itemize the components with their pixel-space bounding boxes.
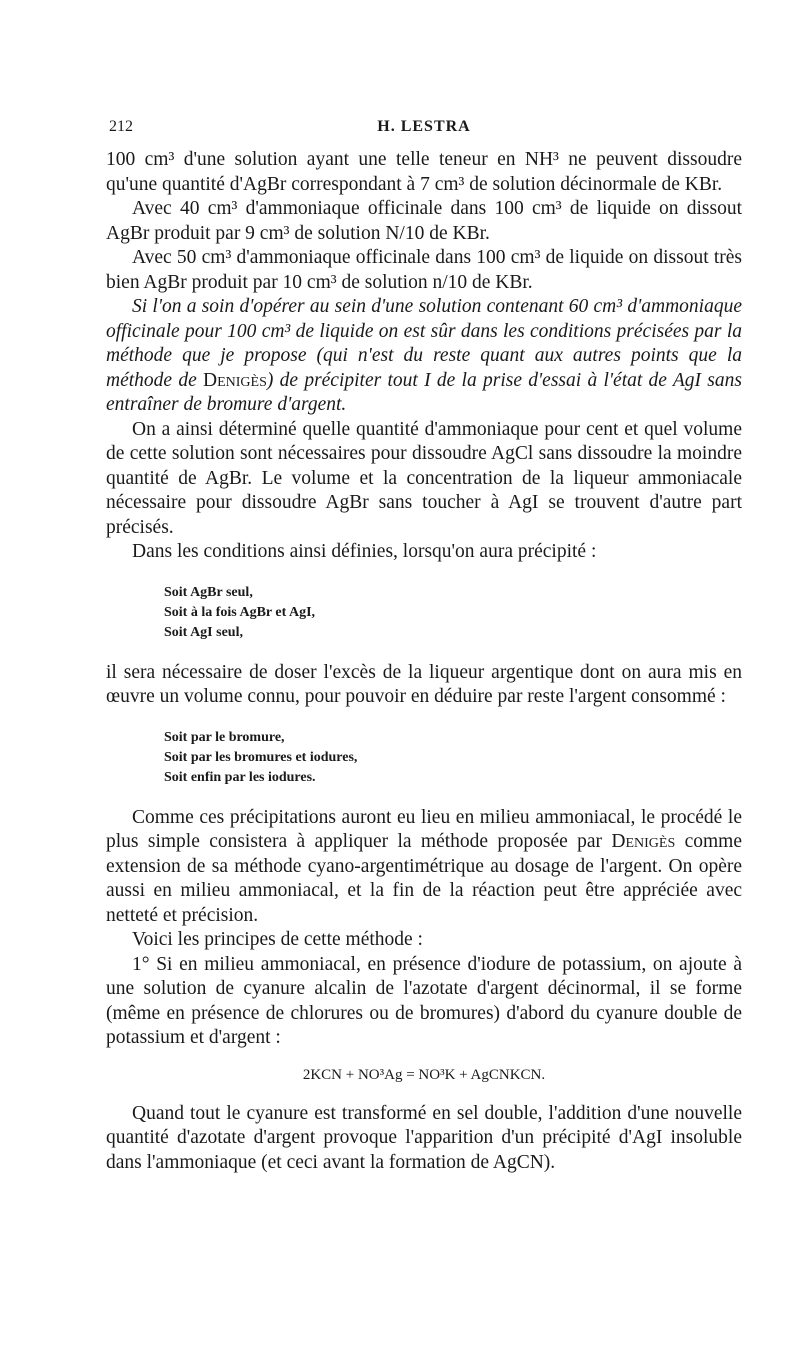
text-span: Comme ces précipitations auront eu lieu en milieu ammoniacal, le procédé le plus simple consistera à appliquer la méthode proposée par [106,806,742,852]
chemical-equation: 2KCN + NO³Ag = NO³K + AgCNKCN. [302,1066,546,1083]
author-name: Denigès [203,369,267,391]
list-item: Soit à la fois AgBr et AgI, [164,604,316,620]
text-span: ) de précipiter tout I de la prise d'essai à l'état de AgI sans entraîner de bromure d'argent. [106,369,742,415]
running-title: H. LESTRA [377,118,471,135]
paragraph: 1° Si en milieu ammoniacal, en présence d'iodure de potassium, on ajoute à une solution de cyanure alcalin de l'azotate d'argent décinormal, il se forme (même en présence de chlorures ou de bromures) d'abord du cyanure double de potassium et d'argent : [106,953,742,1048]
paragraph: 100 cm³ d'une solution ayant une telle teneur en NH³ ne peuvent dissoudre qu'une quantité d'AgBr correspondant à 7 cm³ de solution décinormale de KBr. [106,149,742,195]
paragraph: On a ainsi déterminé quelle quantité d'ammoniaque pour cent et quel volume de cette solution sont nécessaires pour dissoudre AgCl sans dissoudre la moindre quantité de AgBr. Le volume et la concentration de la liqueur ammoniacale nécessaire pour dissoudre AgBr sans toucher à AgI se trouvent d'autre part précisés. [106,418,742,538]
paragraph: Dans les conditions ainsi définies, lorsqu'on aura précipité : [132,541,597,562]
list-item: Soit AgI seul, [164,624,243,640]
list-item: Soit par le bromure, [164,729,285,745]
page [106,118,742,1175]
text-span: Si l'on a soin d'opérer au sein d'une solution contenant 60 cm³ d'ammoniaque officinale pour 100 cm³ de liquide on est sûr dans les conditions précisées par la méthode que je propose (qui n'est du reste quant aux autres points que la méthode de [106,296,742,391]
text-span: comme extension de sa méthode cyano-argentimétrique au dosage de l'argent. On opère aussi en milieu ammoniacal, et la fin de la réaction peut être appréciée avec netteté et précision. [106,831,742,926]
paragraph: Avec 50 cm³ d'ammoniaque officinale dans 100 cm³ de liquide on dissout très bien AgBr produit par 10 cm³ de solution n/10 de KBr. [106,247,742,293]
paragraph: il sera nécessaire de doser l'excès de la liqueur argentique dont on aura mis en œuvre un volume connu, pour pouvoir en déduire par reste l'argent consommé : [106,661,742,707]
precipitate-list [164,583,742,643]
author-name: Denigès [611,831,676,852]
paragraph: Avec 40 cm³ d'ammoniaque officinale dans 100 cm³ de liquide on dissout AgBr produit par 9 cm³ de solution N/10 de KBr. [106,198,742,244]
page-number: 212 [109,118,133,135]
paragraph [106,806,742,929]
list-item: Soit par les bromures et iodures, [164,749,358,765]
list-item: Soit enfin par les iodures. [164,769,316,785]
paragraph: Quand tout le cyanure est transformé en sel double, l'addition d'une nouvelle quantité d'azotate d'argent provoque l'apparition d'un précipité d'AgI insoluble dans l'ammoniaque (et ceci avant la formation de AgCN). [106,1102,742,1173]
consumption-list [164,728,742,788]
paragraph: Voici les principes de cette méthode : [132,929,423,950]
italic-paragraph [106,295,742,418]
list-item: Soit AgBr seul, [164,584,253,600]
page-header [106,118,742,148]
